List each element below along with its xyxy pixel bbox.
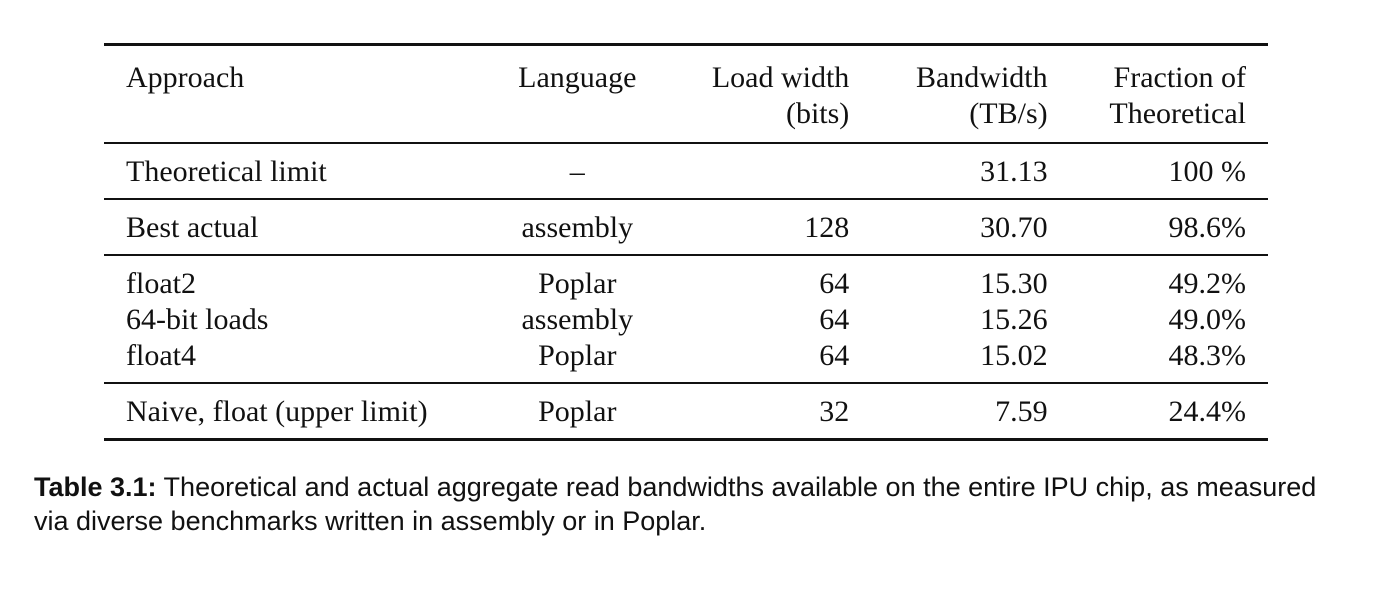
cell-fraction: 100 % [1168, 155, 1246, 188]
header-bandwidth-line2: (TB/s) [969, 97, 1048, 130]
cell-language: – [569, 155, 585, 188]
header-language [493, 45, 662, 144]
header-language-text: Language [518, 61, 637, 94]
bandwidth-table [104, 43, 1268, 441]
caption-text: Theoretical and actual aggregate read bandwidths available on the entire IPU chip, as measured via diverse benchmarks written in assembly or in Poplar. [34, 472, 1317, 536]
cell-approach: Naive, float (upper limit) [126, 395, 428, 428]
header-approach-text: Approach [126, 61, 245, 94]
table-header [104, 45, 1268, 144]
cell-load-width: 64 [819, 303, 850, 336]
cell-load-width: 32 [819, 395, 850, 428]
header-load-width-line2: (bits) [785, 97, 850, 130]
header-bandwidth-line1: Bandwidth [915, 61, 1048, 94]
header-approach [104, 45, 493, 144]
table-group-best [104, 199, 1268, 255]
table-group-64bit [104, 255, 1268, 383]
cell-approach: Best actual [126, 211, 259, 244]
table-row [104, 199, 1268, 255]
cell-bandwidth: 7.59 [995, 395, 1048, 428]
header-fraction-line1: Fraction of [1113, 61, 1246, 94]
cell-approach: float4 [126, 339, 196, 372]
cell-fraction: 49.2% [1168, 267, 1246, 300]
table-caption [34, 470, 1354, 538]
header-fraction [1070, 45, 1268, 144]
bandwidth-table-container [104, 43, 1268, 441]
cell-fraction: 48.3% [1168, 339, 1246, 372]
cell-bandwidth: 15.26 [980, 303, 1048, 336]
table-row [104, 383, 1268, 440]
cell-fraction: 24.4% [1168, 395, 1246, 428]
table-row [104, 302, 1268, 338]
header-row [104, 45, 1268, 144]
cell-bandwidth: 15.30 [980, 267, 1048, 300]
cell-load-width: 128 [804, 211, 850, 244]
header-load-width [662, 45, 871, 144]
cell-language: Poplar [538, 395, 617, 428]
header-fraction-line2: Theoretical [1109, 97, 1246, 130]
cell-approach: float2 [126, 267, 196, 300]
cell-bandwidth: 15.02 [980, 339, 1048, 372]
cell-language: Poplar [538, 267, 617, 300]
cell-load-width [662, 143, 871, 199]
header-load-width-line1: Load width [711, 61, 850, 94]
table-row [104, 338, 1268, 383]
cell-language: Poplar [538, 339, 617, 372]
caption-label: Table 3.1: [34, 472, 157, 502]
cell-bandwidth: 31.13 [980, 155, 1048, 188]
cell-language: assembly [521, 303, 634, 336]
cell-bandwidth: 30.70 [980, 211, 1048, 244]
cell-approach: 64-bit loads [126, 303, 269, 336]
cell-fraction: 98.6% [1168, 211, 1246, 244]
header-bandwidth [871, 45, 1069, 144]
table-row [104, 143, 1268, 199]
cell-fraction: 49.0% [1168, 303, 1246, 336]
table-group-theoretical [104, 143, 1268, 199]
cell-load-width: 64 [819, 267, 850, 300]
cell-approach: Theoretical limit [126, 155, 327, 188]
table-row [104, 255, 1268, 302]
table-group-naive [104, 383, 1268, 440]
cell-load-width: 64 [819, 339, 850, 372]
cell-language: assembly [521, 211, 634, 244]
